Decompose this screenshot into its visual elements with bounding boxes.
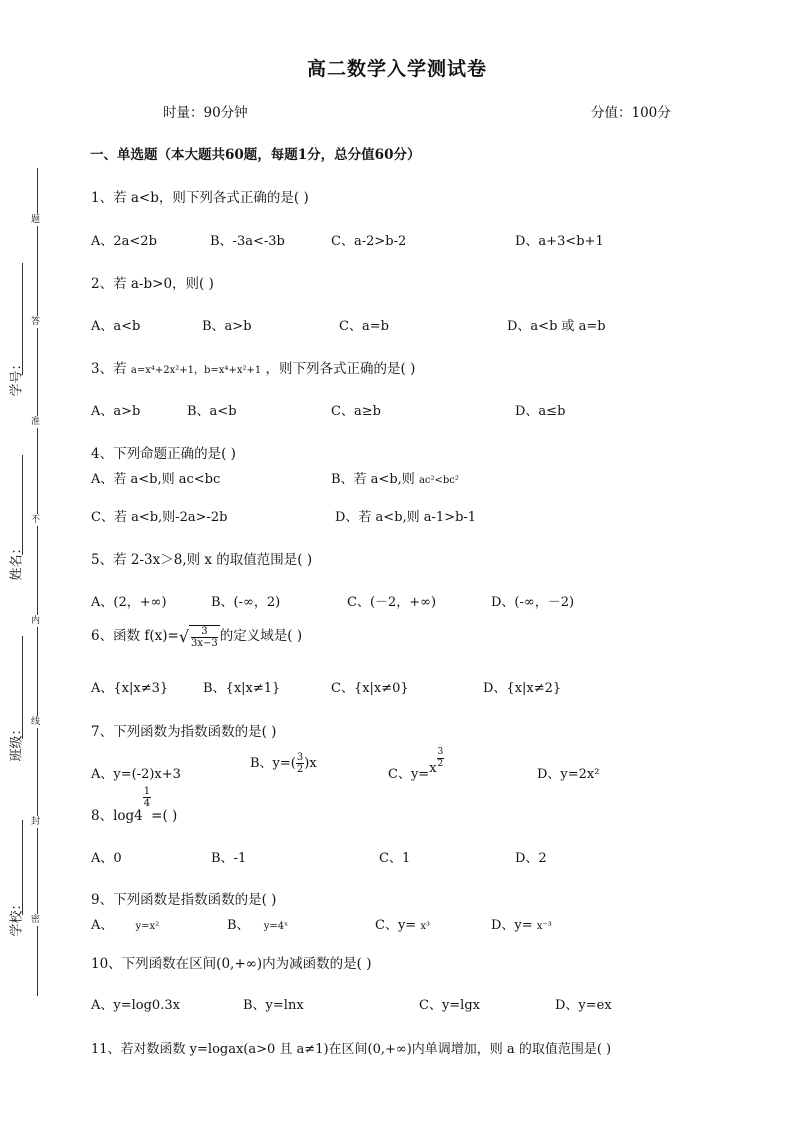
school-label: 学校： <box>9 897 25 937</box>
option-a: A、{x|x≠3} <box>91 681 169 696</box>
option-b: B、{x|x≠1} <box>203 681 281 696</box>
option-text: C、y= <box>388 767 430 782</box>
question-stem: 2、若 a-b>0，则( ) <box>91 276 214 292</box>
option-c: C、若 a<b,则-2a>-2b <box>91 510 228 525</box>
option-a: A、y=(-2)x+3 <box>91 767 181 782</box>
option-b: B、a>b <box>202 319 252 334</box>
question-stem: 11、若对数函数 y=logax(a>0 且 a≠1)在区间(0,+∞)内单调增加，则 a 的取值范围是( ) <box>91 1042 612 1057</box>
fraction-numerator: 3 <box>191 626 218 638</box>
option-d: D、{x|x≠2} <box>483 681 562 696</box>
radical-icon: √ <box>178 627 190 646</box>
option-c: C、a=b <box>339 319 389 334</box>
stem-text: 的定义域是( ) <box>219 628 303 644</box>
option-text: B、y=( <box>250 756 296 771</box>
option-d: D、a<b 或 a=b <box>507 319 606 334</box>
option-text: C、y= <box>375 918 417 933</box>
option-text: A、 <box>91 918 114 933</box>
student-id-label: 学号： <box>9 357 25 397</box>
student-name-label: 姓名： <box>9 541 25 581</box>
stem-text: =( ) <box>151 808 178 824</box>
stem-text: ，则下列各式正确的是( ) <box>265 361 416 377</box>
question-stem: 9、下列函数是指数函数的是( ) <box>91 892 277 908</box>
option-a: A、a<b <box>91 319 141 334</box>
margin-char: 封 <box>31 817 41 827</box>
class-label: 班级： <box>9 722 25 762</box>
option-d: D、a≤b <box>515 404 566 419</box>
option-d: D、(-∞，－2) <box>491 595 575 610</box>
fraction-denominator: 4 <box>143 798 151 809</box>
margin-char: 线 <box>31 717 41 727</box>
option-formula: x³ <box>420 921 430 932</box>
option-c <box>375 914 430 933</box>
option-d: D、y=ex <box>555 998 612 1013</box>
option-d: D、若 a<b,则 a-1>b-1 <box>335 510 477 525</box>
margin-char: 密 <box>31 915 41 925</box>
option-b: B、a<b <box>187 404 237 419</box>
margin-char: 内 <box>31 616 41 626</box>
margin-char: 答 <box>31 317 41 327</box>
option-formula: x⁻³ <box>536 921 552 932</box>
stem-text: 8、log4 <box>91 808 143 824</box>
option-formula: y=x² <box>135 921 160 932</box>
option-c: C、1 <box>379 851 411 866</box>
option-a: A、a>b <box>91 404 141 419</box>
option-formula: ac²<bc² <box>418 475 459 486</box>
fraction-numerator: 1 <box>143 786 151 797</box>
exam-score: 分值：100分 <box>591 105 671 121</box>
fraction-numerator: 3 <box>437 747 444 757</box>
option-c <box>388 747 444 782</box>
option-text: D、y= <box>491 918 533 933</box>
margin-char: 准 <box>31 417 41 427</box>
stem-text: 6、函数 f(x)= <box>91 628 179 644</box>
option-d: D、y=2x² <box>537 767 600 782</box>
option-b: B、-3a<-3b <box>210 234 285 249</box>
question-stem: 1、若 a<b，则下列各式正确的是( ) <box>91 190 309 206</box>
option-d: D、a+3<b+1 <box>515 234 604 249</box>
radicand <box>189 625 220 649</box>
option-c: C、a-2>b-2 <box>331 234 407 249</box>
option-b <box>250 752 317 775</box>
option-b <box>331 468 459 487</box>
option-c: C、y=lgx <box>419 998 480 1013</box>
question-stem <box>91 624 302 649</box>
option-b: B、y=lnx <box>243 998 304 1013</box>
option-formula: y=4ˣ <box>263 921 289 932</box>
stem-formula: a=x⁴+2x²+1，b=x⁴+x²+1 <box>130 365 262 376</box>
seal-line <box>37 168 38 996</box>
page-title: 高二数学入学测试卷 <box>306 58 487 80</box>
option-a: A、0 <box>91 851 122 866</box>
margin-char: 不 <box>31 515 41 525</box>
stem-text: 3、若 <box>91 361 127 377</box>
option-a <box>91 914 159 933</box>
option-b: B、-1 <box>211 851 247 866</box>
option-b: B、(-∞，2) <box>211 595 281 610</box>
question-stem <box>91 357 415 377</box>
option-c: C、{x|x≠0} <box>331 681 409 696</box>
base: x <box>429 761 437 776</box>
question-stem: 7、下列函数为指数函数的是( ) <box>91 724 277 740</box>
fraction-denominator: 3x−3 <box>191 637 218 649</box>
question-stem: 4、下列命题正确的是( ) <box>91 446 236 462</box>
option-c: C、a≥b <box>331 404 381 419</box>
margin-char: 题 <box>31 215 41 225</box>
question-stem: 10、下列函数在区间(0,+∞)内为减函数的是( ) <box>91 956 372 972</box>
option-c: C、(－2，+∞) <box>347 595 437 610</box>
option-d: D、2 <box>515 851 547 866</box>
option-text: B、若 a<b,则 <box>331 472 415 487</box>
field-underline <box>22 455 23 555</box>
option-a: A、若 a<b,则 ac<bc <box>91 472 221 487</box>
option-a: A、2a<2b <box>91 234 157 249</box>
fraction-numerator: 3 <box>296 752 304 763</box>
exam-time: 时量：90分钟 <box>163 105 248 121</box>
option-a: A、y=log0.3x <box>91 998 180 1013</box>
question-stem: 5、若 2-3x＞8,则 x 的取值范围是( ) <box>91 552 313 568</box>
question-stem <box>91 786 178 824</box>
option-a: A、(2，+∞) <box>91 595 167 610</box>
option-b <box>227 914 288 933</box>
fraction-denominator: 2 <box>296 764 304 775</box>
option-d <box>491 914 552 933</box>
section-heading: 一、单选题（本大题共60题，每题1分，总分值60分） <box>90 147 421 163</box>
option-text: B、 <box>227 918 250 933</box>
option-text: )x <box>304 756 317 771</box>
fraction-denominator: 2 <box>437 759 444 769</box>
